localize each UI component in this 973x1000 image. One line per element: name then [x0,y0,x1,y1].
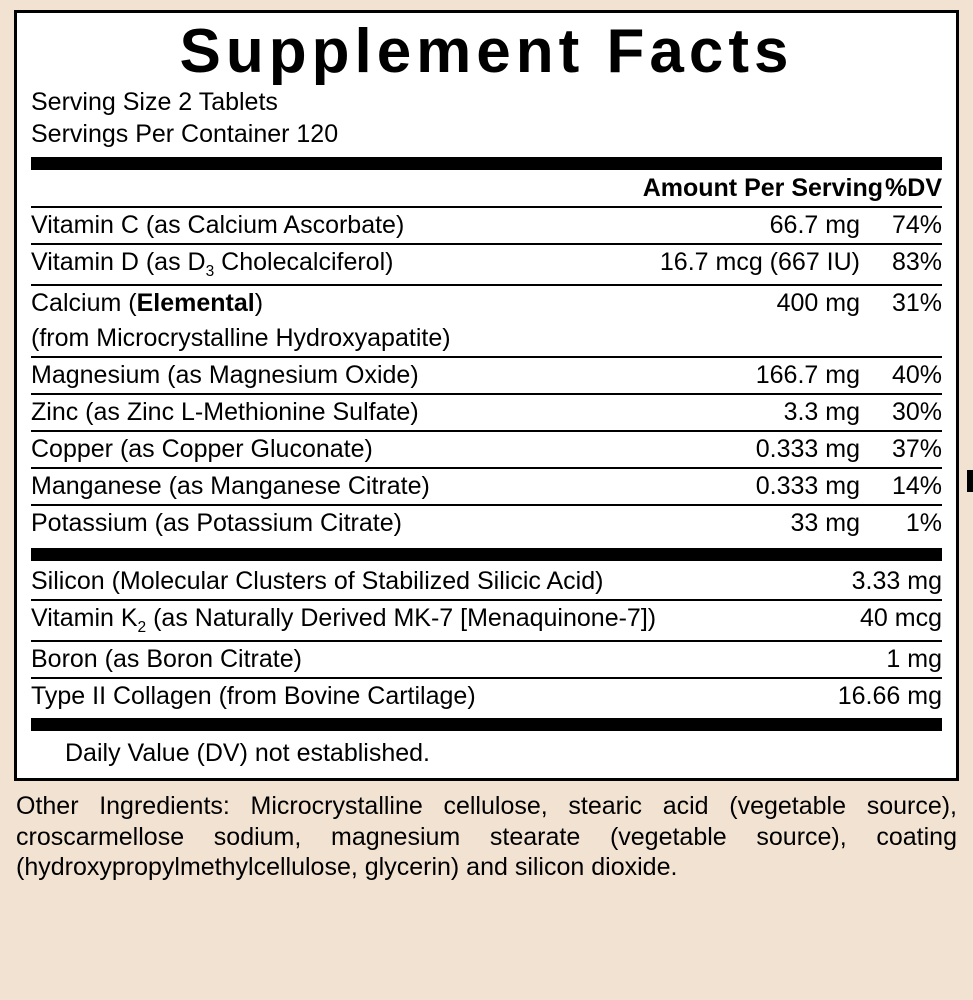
table-row [31,600,942,641]
other-ingredients: Other Ingredients: Microcrystalline cellulose, stearic acid (vegetable source), croscarmellose sodium, magnesium stearate (vegetable source), coating (hydroxypropylmethylcellulose, glycerin) and silicon dioxide. [16,792,957,882]
nutrient-amount [592,321,860,357]
nutrient-dv: 31% [891,289,942,318]
nutrient-amount: 3.33 mg [812,564,942,600]
table-row [31,431,942,468]
nutrient-amount: 0.333 mg [592,468,860,505]
page-title: Supplement Facts [179,17,794,86]
table-row [31,285,942,321]
nutrient-name: Calcium (Elemental) [31,289,264,318]
divider-thick-middle [31,548,942,561]
nutrient-dv: 37% [860,431,942,468]
table-row [31,357,942,394]
nutrient-amount: 166.7 mg [592,357,860,394]
table-row [31,641,942,678]
nutrient-amount: 66.7 mg [592,208,860,244]
table-row [31,564,942,600]
table-header [31,173,942,206]
table-row [31,208,942,244]
nutrient-dv [860,321,942,357]
nutrient-name: Vitamin D (as $D_3$ Cholecalciferol) [31,244,592,285]
table-row [31,244,942,285]
header-percent-dv: %DV [885,174,942,203]
header-amount-per-serving: Amount Per Serving [642,174,884,203]
nutrient-dv: 14% [860,468,942,505]
table-row [31,505,942,541]
nutrient-amount: 40 mcg [812,600,942,641]
supplement-facts-panel [14,10,959,781]
nutrient-name: Magnesium (as Magnesium Oxide) [31,357,592,394]
nutrient-amount: 16.66 mg [837,682,942,711]
divider-thick-top [31,157,942,170]
nutrient-amount: 1 mg [812,641,942,678]
nutrient-name: Silicon (Molecular Clusters of Stabilized Silicic Acid) [31,564,812,600]
nutrient-amount: 16.7 mcg (667 IU) [592,244,860,285]
nutrient-name: Copper (as Copper Gluconate) [31,431,592,468]
table-row [31,394,942,431]
nutrient-dv: 30% [860,394,942,431]
nutrient-name: Vitamin C (as Calcium Ascorbate) [31,208,592,244]
nutrient-name: Zinc (as Zinc L-Methionine Sulfate) [31,394,592,431]
nutrient-name: Potassium (as Potassium Citrate) [31,509,402,538]
nutrients-table-main [31,208,942,541]
nutrient-dv: 1% [905,509,942,538]
nutrient-dv: 40% [860,357,942,394]
nutrient-dv: 74% [860,208,942,244]
nutrient-name: Type II Collagen (from Bovine Cartilage) [31,682,476,711]
divider-thick-bottom [31,718,942,731]
nutrient-amount: 33 mg [790,509,860,538]
nutrient-name: Vitamin $K_2$ (as Naturally Derived MK-7 [Menaquinone-7]) [31,600,812,641]
serving-size: Serving Size 2 Tablets [31,88,278,117]
table-row [31,468,942,505]
nutrient-source-note: (from Microcrystalline Hydroxyapatite) [31,321,592,357]
nutrient-dv: 83% [860,244,942,285]
nutrient-name: Boron (as Boron Citrate) [31,641,812,678]
dv-footnote: Daily Value (DV) not established. [65,739,430,768]
edge-marker [967,470,973,492]
table-row [31,678,942,714]
nutrient-amount: 400 mg [776,289,860,318]
nutrient-amount: 3.3 mg [592,394,860,431]
servings-per-container: Servings Per Container 120 [31,120,339,149]
nutrient-name: Manganese (as Manganese Citrate) [31,468,592,505]
table-row [31,321,942,357]
nutrient-amount: 0.333 mg [592,431,860,468]
nutrients-table-secondary [31,564,942,714]
